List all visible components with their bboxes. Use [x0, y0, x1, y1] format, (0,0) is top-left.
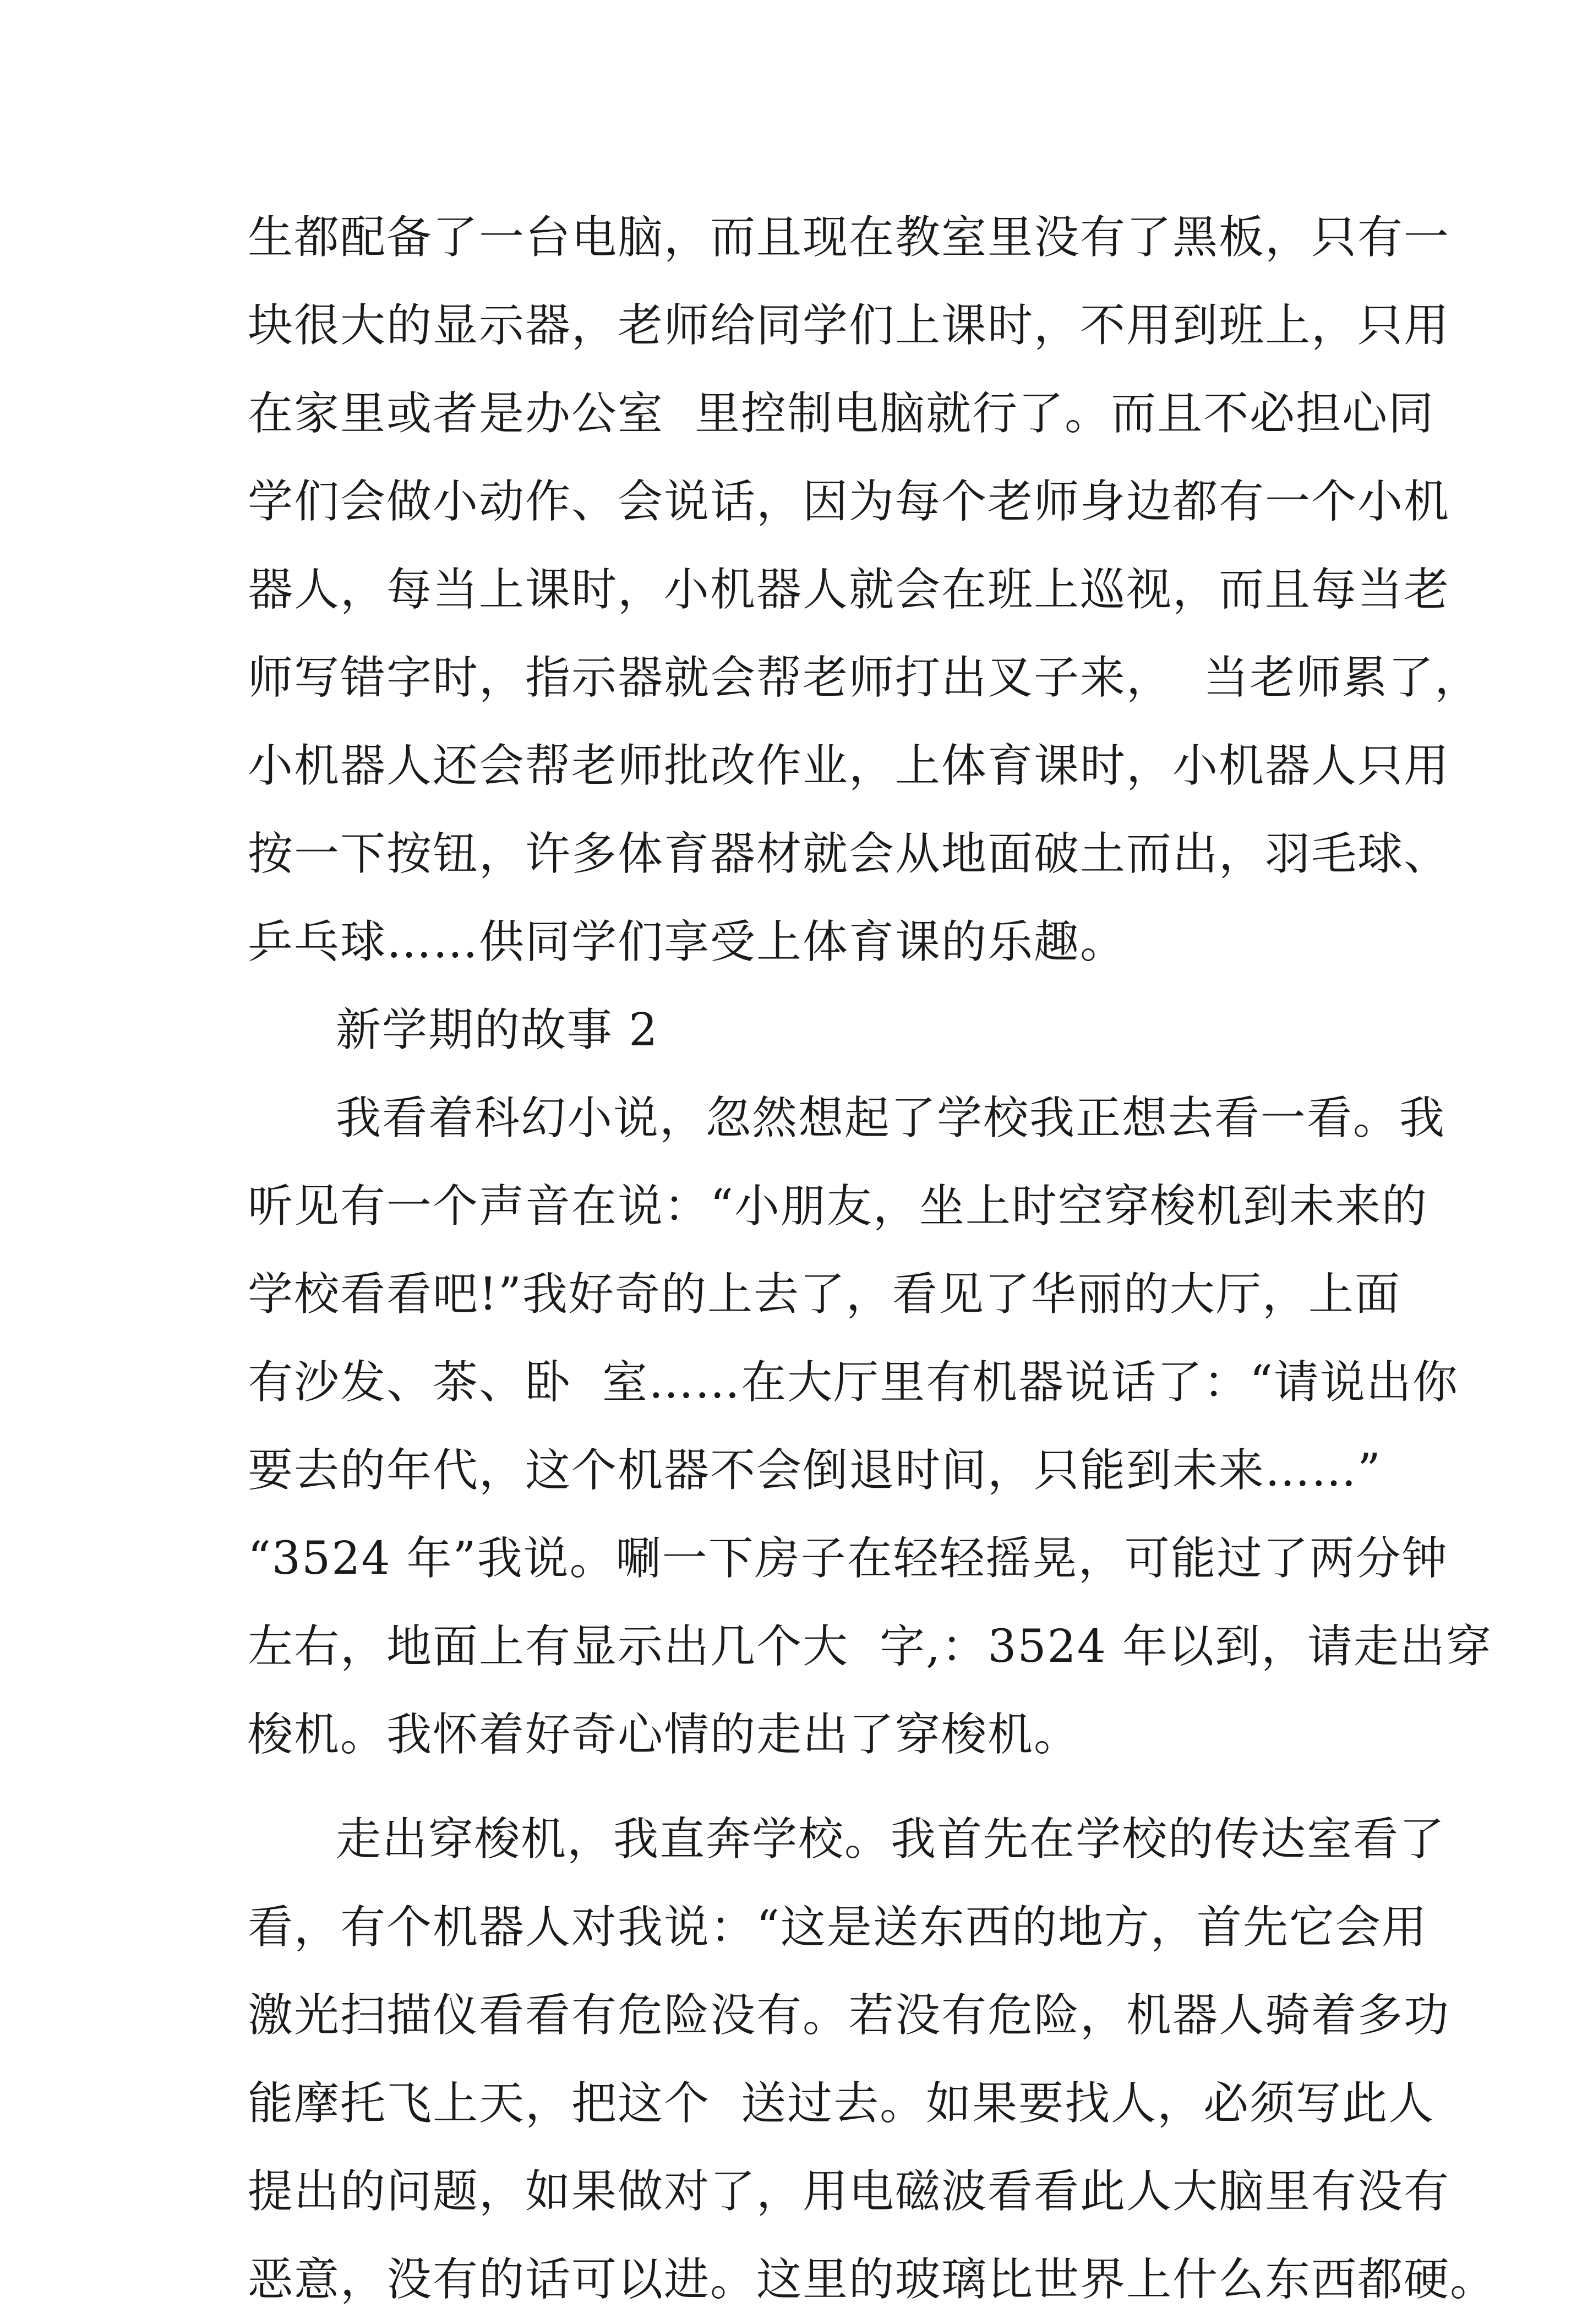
paragraph-continuation — [248, 194, 1481, 986]
text-line: 要去的年代，这个机器不会倒退时间，只能到未来……” — [248, 1444, 1382, 1497]
text-line: 乒乓球……供同学们享受上体育课的乐趣。 — [248, 916, 1127, 968]
text-line: 恶意，没有的话可以进。这里的玻璃比世界上什么东西都硬。 — [248, 2254, 1497, 2306]
document-body — [248, 194, 1497, 2324]
section-heading: 新学期的故事 2 — [336, 1004, 659, 1056]
text-line: 有沙发、茶、卧 室……在大厅里有机器说话了：“请说出你 — [248, 1356, 1459, 1409]
text-line: 走出穿梭机，我直奔学校。我首先在学校的传达室看了 — [336, 1813, 1446, 1865]
text-line: 我看着科幻小说，忽然想起了学校我正想去看一看。我 — [336, 1092, 1446, 1144]
text-line: 激光扫描仪看看有危险没有。若没有危险，机器人骑着多功 — [248, 1989, 1450, 2042]
text-line: 在家里或者是办公室 里控制电脑就行了。而且不必担心同 — [248, 388, 1435, 440]
text-line: 能摩托飞上天，把这个 送过去。如果要找人，必须写此人 — [248, 2077, 1435, 2130]
text-line: 提出的问题，如果做对了，用电磁波看看此人大脑里有没有 — [248, 2165, 1450, 2218]
text-line: 器人，每当上课时，小机器人就会在班上巡视，而且每当老 — [248, 564, 1450, 616]
text-line: 左右，地面上有显示出几个大 字,：3524 年以到，请走出穿 — [248, 1621, 1492, 1673]
text-line: 小机器人还会帮老师批改作业，上体育课时，小机器人只用 — [248, 740, 1450, 792]
text-line: 听见有一个声音在说：“小朋友，坐上时空穿梭机到未来的 — [248, 1180, 1428, 1232]
paragraph-gap — [248, 1779, 1371, 1796]
text-line: 学校看看吧!”我好奇的上去了，看见了华丽的大厅，上面 — [248, 1268, 1401, 1321]
text-line: 按一下按钮，许多体育器材就会从地面破土而出，羽毛球、 — [248, 828, 1450, 880]
text-line: 学们会做小动作、会说话，因为每个老师身边都有一个小机 — [248, 476, 1450, 528]
paragraph-time-machine — [248, 1074, 1492, 1779]
text-line: 生都配备了一台电脑，而且现在教室里没有了黑板，只有一 — [248, 211, 1450, 264]
paragraph-school-visit — [248, 1796, 1497, 2324]
text-line: 师写错字时，指示器就会帮老师打出叉子来， 当老师累了， — [248, 652, 1481, 704]
text-line: 看，有个机器人对我说：“这是送东西的地方，首先它会用 — [248, 1901, 1428, 1954]
text-line: “3524 年”我说。唰一下房子在轻轻摇晃，可能过了两分钟 — [248, 1532, 1448, 1585]
text-line: 块很大的显示器，老师给同学们上课时，不用到班上，只用 — [248, 299, 1450, 352]
text-line: 梭机。我怀着好奇心情的走出了穿梭机。 — [248, 1709, 1081, 1761]
